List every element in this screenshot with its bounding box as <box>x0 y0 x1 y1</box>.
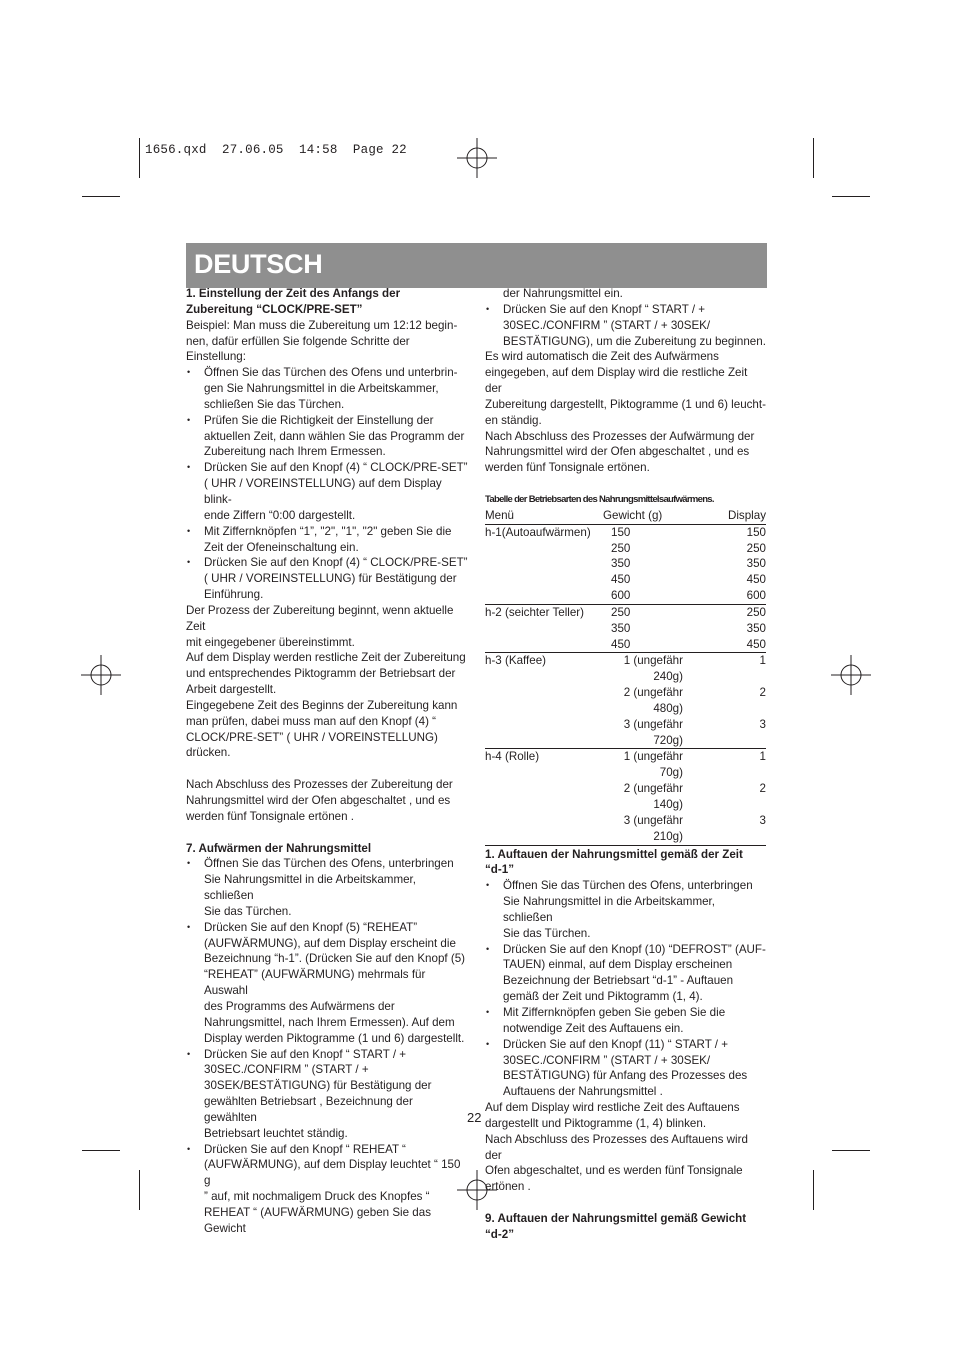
bullet-line: Betriebsart leuchtet ständig. <box>204 1126 348 1140</box>
table-header-cell: Display <box>691 508 766 524</box>
table-cell <box>485 556 603 572</box>
text-line: Beispiel: Man muss die Zubereitung um 12:12 begin- <box>186 318 458 332</box>
crop-mark <box>139 138 140 178</box>
right-column <box>485 286 767 1243</box>
table-cell: 250 <box>611 605 631 619</box>
bullet-icon: • <box>486 303 490 314</box>
crop-mark <box>813 1170 814 1210</box>
table-cell: 150 <box>746 525 766 539</box>
table-cell: 350 <box>746 557 766 571</box>
crop-mark <box>832 1150 870 1151</box>
bullet-icon: • <box>187 414 191 425</box>
table-cell: 2 <box>759 782 766 796</box>
table-row <box>485 572 766 588</box>
text-line: ertönen . <box>485 1180 531 1194</box>
crop-mark <box>832 196 870 197</box>
reheat-table <box>485 508 766 846</box>
bullet-line: ( UHR / VOREINSTELLUNG) auf dem Display blink- <box>204 477 442 506</box>
bullet-icon: • <box>486 1038 490 1049</box>
bullet-line: (AUFWÄRMUNG), auf dem Display leuchtet “ 150 g <box>204 1158 461 1188</box>
table-cell: 250 <box>746 605 766 619</box>
table-cell: 450 <box>746 573 766 587</box>
text-line: nen, dafür erfüllen Sie folgende Schritte der Einstellung: <box>186 334 410 364</box>
table-row <box>485 813 766 845</box>
bullet-line: Nahrungsmittel, nach Ihrem Ermessen). Auf dem <box>204 1015 455 1029</box>
table-cell: 1 (ungefähr 240g) <box>623 654 683 684</box>
bullet-list <box>186 856 468 1236</box>
bullet-icon: • <box>187 367 191 378</box>
text-line: eingegeben, auf dem Display wird die restliche Zeit der <box>485 366 748 396</box>
section-heading: “d-2” <box>485 1227 514 1241</box>
table-row <box>485 637 766 653</box>
crop-mark <box>82 1150 120 1151</box>
bullet-item <box>485 1005 767 1037</box>
table-row <box>485 541 766 557</box>
text-line: Auf dem Display werden restliche Zeit der Zubereitung <box>186 651 466 665</box>
bullet-line: ” auf, mit nochmaligem Druck des Knopfes “ <box>204 1190 430 1204</box>
table-caption: Tabelle der Betriebsarten des Nahrungsmittelsaufwärmens. <box>485 493 714 505</box>
bullet-line: TAUEN) einmal, auf dem Display erscheinen <box>503 958 733 972</box>
bullet-line: Zubereitung nach Ihrem Ermessen. <box>204 445 386 459</box>
table-cell: 1 (ungefähr 70g) <box>623 750 683 780</box>
table-cell <box>485 637 603 653</box>
table-cell: 600 <box>691 588 766 604</box>
table-cell: 1 <box>759 750 766 764</box>
print-slug: 1656.qxd 27.06.05 14:58 Page 22 <box>145 143 407 157</box>
bullet-line: Auftauens der Nahrungsmittel . <box>503 1085 663 1099</box>
bullet-line: Sie Nahrungsmittel in die Arbeitskammer, schließen <box>204 873 416 903</box>
bullet-line: aktuellen Zeit, dann wählen Sie das Programm der <box>204 429 465 443</box>
bullet-line: Bezeichnung der Betriebsart “d-1” - Auftauen <box>503 974 734 988</box>
text-line: werden fünf Tonsignale ertönen . <box>186 809 355 823</box>
crop-mark <box>139 1170 140 1210</box>
text-line: Nahrungsmittel wird der Ofen abgeschaltet , und es <box>485 445 750 459</box>
paragraph <box>186 603 468 761</box>
bullet-line: 30SEC./CONFIRM ” (START / + <box>204 1063 369 1077</box>
text-line: en ständig. <box>485 413 542 427</box>
bullet-line: Drücken Sie auf den Knopf (10) “DEFROST” (AUF- <box>503 942 766 956</box>
text-line: Arbeit dargestellt. <box>186 683 277 697</box>
table-cell <box>485 717 603 749</box>
bullet-line: Mit Ziffernknöpfen geben Sie geben Sie die <box>503 1005 726 1019</box>
bullet-item <box>186 365 468 413</box>
bullet-line: Drücken Sie auf den Knopf “ START / + <box>503 302 706 316</box>
bullet-item <box>485 302 767 350</box>
text-line: CLOCK/PRE-SET” ( UHR / VOREINSTELLUNG) drücken. <box>186 730 438 760</box>
table-cell: 150 <box>611 525 631 539</box>
bullet-line: 30SEC./CONFIRM ” (START / + 30SEK/ <box>503 1053 711 1067</box>
table-header-cell: Gewicht (g) <box>603 508 691 524</box>
text-line: Der Prozess der Zubereitung beginnt, wenn aktuelle Zeit <box>186 603 454 633</box>
text-line: Zubereitung dargestellt, Piktogramme (1 und 6) leucht- <box>485 397 766 411</box>
registration-mark-top <box>457 138 497 178</box>
text-line: Nahrungsmittel wird der Ofen abgeschaltet , und es <box>186 794 451 807</box>
paragraph <box>186 318 468 366</box>
text-line: Auf dem Display wird restliche Zeit des Auftauens <box>485 1101 740 1115</box>
bullet-line: notwendige Zeit des Auftauens ein. <box>503 1021 684 1035</box>
text-line: werden fünf Tonsignale ertönen. <box>485 461 650 475</box>
table-row <box>485 685 766 717</box>
page-number: 22 <box>467 1110 482 1125</box>
bullet-item <box>186 1047 468 1142</box>
crop-mark <box>82 196 120 197</box>
bullet-icon: • <box>486 880 490 891</box>
table-cell <box>485 588 603 604</box>
table-row <box>485 781 766 813</box>
table-cell: 450 <box>691 637 766 653</box>
paragraph <box>186 777 468 825</box>
bullet-line: Öffnen Sie das Türchen des Ofens, unterbringen <box>503 879 753 893</box>
section-heading: 7. Aufwärmen der Nahrungsmittel <box>186 841 372 855</box>
section-heading: 1. Einstellung der Zeit des Anfangs der <box>186 287 401 300</box>
bullet-line: ( UHR / VOREINSTELLUNG) für Bestätigung der <box>204 572 457 586</box>
bullet-item <box>186 1142 468 1237</box>
bullet-line: 30SEK/BESTÄTIGUNG) für Bestätigung der <box>204 1079 432 1093</box>
bullet-line: Bezeichnung “h-1”. (Drücken Sie auf den Knopf (5) <box>204 952 466 966</box>
bullet-line: Drücken Sie auf den Knopf (4) “ CLOCK/PRE-SET” <box>204 556 468 570</box>
table-cell: 2 (ungefähr 140g) <box>623 782 683 811</box>
bullet-icon: • <box>187 921 191 932</box>
table-cell <box>485 572 603 588</box>
text-line: Nach Abschluss des Prozesses der Zubereitung der <box>186 778 453 792</box>
table-row <box>485 621 766 637</box>
bullet-line: ende Ziffern “0:00 dargestellt. <box>204 508 356 522</box>
bullet-line: gemäß der Zeit und Piktogramm (1, 4). <box>503 990 703 1004</box>
table-cell <box>485 621 603 637</box>
paragraph <box>485 1100 767 1195</box>
table-cell: 350 <box>746 621 766 635</box>
text-line: Nach Abschluss des Prozesses des Auftauens wird der <box>485 1132 748 1162</box>
bullet-item <box>485 1037 767 1100</box>
table-cell: 450 <box>603 637 691 653</box>
table-cell: 350 <box>611 557 631 571</box>
bullet-line: Mit Ziffernknöpfen “1”, "2", "1", "2" geben Sie die <box>204 524 452 538</box>
table-cell <box>485 813 603 845</box>
bullet-list <box>485 302 767 350</box>
bullet-icon: • <box>187 1143 191 1154</box>
bullet-icon: • <box>187 462 191 473</box>
bullet-item <box>186 524 468 556</box>
bullet-icon: • <box>187 858 191 869</box>
bullet-line: Zeit der Ofeneinschaltung ein. <box>204 540 359 554</box>
registration-mark-right <box>831 655 871 695</box>
bullet-line: Sie das Türchen. <box>503 926 591 940</box>
bullet-list <box>186 365 468 603</box>
table-cell <box>485 541 603 557</box>
table-cell: 3 <box>691 813 766 845</box>
bullet-line: Prüfen Sie die Richtigkeit der Einstellung der <box>204 413 434 427</box>
bullet-line: des Programms des Aufwärmens der <box>204 999 395 1013</box>
language-banner <box>186 243 767 288</box>
bullet-line: (AUFWÄRMUNG), auf dem Display erscheint die <box>204 936 456 950</box>
text-line: Es wird automatisch die Zeit des Aufwärmens <box>485 350 719 364</box>
bullet-item <box>485 942 767 1005</box>
table-cell: 3 (ungefähr 720g) <box>603 717 691 749</box>
bullet-line: Drücken Sie auf den Knopf “ START / + <box>204 1047 407 1061</box>
registration-mark-left <box>81 655 121 695</box>
bullet-list <box>485 878 767 1100</box>
table-cell: 600 <box>603 588 691 604</box>
bullet-line: REHEAT “ (AUFWÄRMUNG) geben Sie das Gewicht <box>204 1205 431 1235</box>
text-line: Ofen abgeschaltet, und es werden fünf Tonsignale <box>485 1164 743 1178</box>
paragraph <box>485 349 767 476</box>
banner-title: DEUTSCH <box>194 249 323 279</box>
text-line: und entsprechendes Piktogramm der Betriebsart der <box>186 667 456 681</box>
table-row <box>485 749 766 781</box>
table-cell: h-4 (Rolle) <box>485 750 540 764</box>
continued-line: der Nahrungsmittel ein. <box>503 287 623 300</box>
text-line: man prüfen, dabei muss man auf den Knopf (4) “ <box>186 714 437 728</box>
table-cell: 3 (ungefähr 210g) <box>603 813 691 845</box>
table-row <box>485 653 766 685</box>
text-line: Nach Abschluss des Prozesses der Aufwärmung der <box>485 429 755 443</box>
bullet-icon: • <box>187 525 191 536</box>
table-row <box>485 588 766 604</box>
crop-mark <box>813 138 814 178</box>
table-cell: h-2 (seichter Teller) <box>485 605 585 619</box>
table-row <box>485 524 766 540</box>
bullet-line: gewählten Betriebsart , Bezeichnung der gewählten <box>204 1095 413 1124</box>
table-cell: 450 <box>611 573 631 587</box>
bullet-line: Öffnen Sie das Türchen des Ofens und unterbrin- <box>204 366 458 380</box>
table-cell: 250 <box>611 541 631 555</box>
bullet-item <box>186 555 468 603</box>
table-body <box>485 524 766 845</box>
table-row <box>485 556 766 572</box>
table-cell: h-1(Autoaufwärmen) <box>485 525 591 539</box>
bullet-line: Drücken Sie auf den Knopf (5) “REHEAT” <box>204 920 418 934</box>
bullet-item <box>186 856 468 919</box>
text-line: mit eingegebener übereinstimmt. <box>186 635 355 649</box>
section-heading: 9. Auftauen der Nahrungsmittel gemäß Gewicht <box>485 1211 747 1225</box>
bullet-line: Öffnen Sie das Türchen des Ofens, unterbringen <box>204 857 454 871</box>
bullet-icon: • <box>187 1048 191 1059</box>
bullet-line: 30SEC./CONFIRM ” (START / + 30SEK/ <box>503 318 711 332</box>
bullet-line: Einführung. <box>204 588 264 602</box>
table-row <box>485 604 766 620</box>
table-cell: 350 <box>611 621 631 635</box>
left-column <box>186 286 468 1237</box>
text-line: Eingegebene Zeit des Beginns der Zubereitung kann <box>186 698 458 712</box>
bullet-item <box>186 920 468 1047</box>
bullet-item <box>485 878 767 941</box>
bullet-icon: • <box>486 943 490 954</box>
table-cell: h-3 (Kaffee) <box>485 654 547 668</box>
bullet-icon: • <box>486 1006 490 1017</box>
section-heading: Zubereitung “CLOCK/PRE-SET” <box>186 302 363 316</box>
table-header-cell: Menü <box>485 508 603 524</box>
bullet-line: gen Sie Nahrungsmittel in die Arbeitskammer, <box>204 382 439 396</box>
bullet-line: Display werden Piktogramme (1 und 6) dargestellt. <box>204 1031 465 1045</box>
bullet-item <box>186 460 468 523</box>
bullet-line: “REHEAT” (AUFWÄRMUNG) mehrmals für Auswahl <box>204 968 426 998</box>
bullet-line: schließen Sie das Türchen. <box>204 397 345 411</box>
bullet-line: Drücken Sie auf den Knopf (11) “ START / + <box>503 1037 729 1051</box>
bullet-icon: • <box>187 557 191 568</box>
bullet-line: Sie das Türchen. <box>204 904 292 918</box>
table-row <box>485 717 766 749</box>
section-heading: “d-1” <box>485 863 514 877</box>
section-heading: 1. Auftauen der Nahrungsmittel gemäß der Zeit <box>485 847 743 861</box>
text-line: dargestellt und Piktogramme (1, 4) blinken. <box>485 1116 707 1130</box>
table-cell <box>485 685 603 717</box>
bullet-line: BESTÄTIGUNG) für Anfang des Prozesses des <box>503 1069 748 1083</box>
bullet-item <box>186 413 468 461</box>
bullet-line: Sie Nahrungsmittel in die Arbeitskammer, schließen <box>503 895 715 924</box>
table-cell: 1 <box>759 654 766 668</box>
bullet-line: Drücken Sie auf den Knopf (4) “ CLOCK/PRE-SET” <box>204 461 468 475</box>
table-cell <box>485 781 603 813</box>
bullet-line: BESTÄTIGUNG), um die Zubereitung zu beginnen. <box>503 334 766 348</box>
table-cell: 250 <box>746 541 766 555</box>
bullet-line: Drücken Sie auf den Knopf “ REHEAT “ <box>204 1142 406 1156</box>
table-cell: 2 <box>759 686 766 700</box>
table-header-row <box>485 508 766 524</box>
table-cell: 2 (ungefähr 480g) <box>623 686 683 715</box>
table-cell: 3 <box>691 717 766 749</box>
